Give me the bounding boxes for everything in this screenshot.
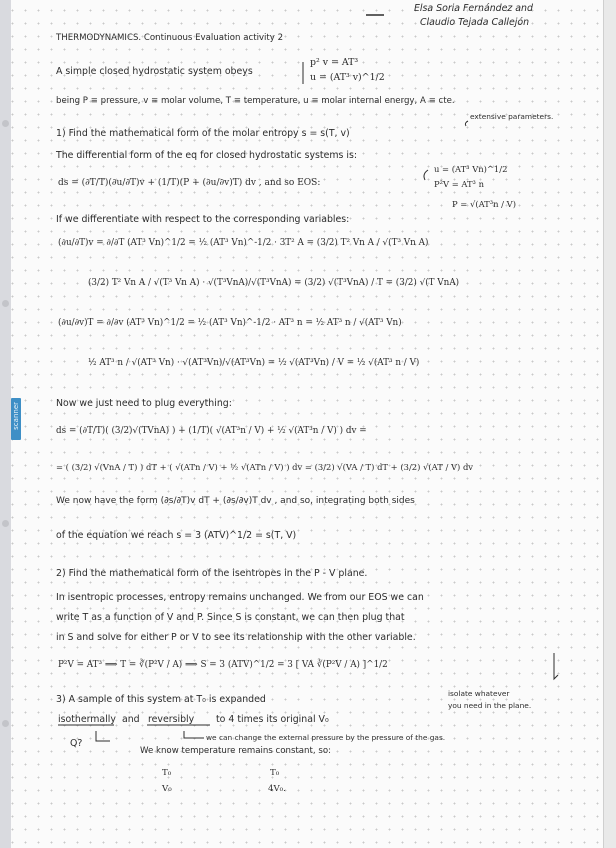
differentiate-intro: If we differentiate with respect to the corresponding variables:	[56, 214, 350, 225]
dudt-line-1: (∂u/∂T)v = ∂/∂T (AT³ Vn)^1/2 = ½ (AT³ Vn)^-1/2 · 3T² A = (3/2) T² Vn A / √(T³ Vn A)	[58, 238, 429, 248]
definitions: being P ≡ pressure, v ≡ molar volume, T ≡ temperature, u ≡ molar internal energy, A ≡ cte.	[56, 96, 455, 106]
side-tab-label: scanner	[12, 402, 20, 430]
eos-pv: P²V = AT³ n	[434, 179, 484, 189]
q2-title: 2) Find the mathematical form of the isentropes in the P - V plane.	[56, 568, 368, 579]
q2-body-1: In isentropic processes, entropy remains unchanged. We from our EOS we can	[56, 592, 424, 603]
state-2-temp: T₀	[270, 768, 280, 778]
q-arrow	[96, 731, 110, 741]
author-line-2: Claudio Tejada Callejón	[420, 17, 530, 28]
isolate-note-2: you need in the plane.	[448, 701, 532, 710]
q3-title: 3) A sample of this system at T₀ is expanded	[56, 694, 266, 705]
note-arrow	[465, 121, 468, 126]
form-line: We now have the form (∂s/∂T)v dT + (∂s/∂v)T dv , and so, integrating both sides	[56, 496, 415, 506]
q2-body-2: write T as a function of V and P. Since S is constant, we can then plug that	[56, 612, 405, 623]
state-1-volume: V₀	[162, 784, 172, 794]
plug-line: Now we just need to plug everything:	[56, 398, 232, 409]
intro-lead: A simple closed hydrostatic system obeys	[56, 66, 253, 77]
eos-p: P = √(AT³n / V)	[452, 199, 516, 209]
isentrope-equation: P²V = AT³ ⟹ T = ∛(P²V / A) ⟹ S = 3 (ATV)^1/2 = 3 [ VA ∛(P²V / A) ]^1/2	[58, 660, 388, 670]
pressure-arrow	[184, 731, 204, 738]
dudv-line-2: ½ AT³ n / √(AT³ Vn) · √(AT³Vn)/√(AT³Vn) = ½ √(AT³Vn) / V = ½ √(AT³ n / V)	[88, 358, 420, 368]
ds-plugged-1: ds = (∂T/T)( (3/2)√(TVnA) ) + (1/T)( √(AT³n / V) + ½ √(AT³n / V) ) dv =	[56, 426, 367, 436]
isolate-arrow	[554, 653, 558, 679]
q3-and: and	[122, 714, 140, 725]
eos-brace	[424, 170, 428, 180]
q1-title: 1) Find the mathematical form of the molar entropy s = s(T, v)	[56, 128, 350, 139]
author-line-1: Elsa Soria Fernández and	[414, 3, 533, 14]
extensive-note: extensive parameters.	[470, 112, 554, 121]
q3-isothermally: isothermally	[58, 714, 116, 725]
ds-plugged-2: = ( (3/2) √(VnA / T) ) dT + ( √(ATn / V) + ½ √(ATn / V) ) dv = (3/2) √(VA / T) dT + (3/2) √(AT / V) dv	[56, 462, 474, 472]
eos-u: u = (AT³ Vn)^1/2	[434, 164, 508, 174]
state-1-temp: T₀	[162, 768, 172, 778]
page-title: THERMODYNAMICS. Continuous Evaluation activity 2	[56, 33, 284, 43]
q3-reversibly: reversibly	[148, 714, 195, 725]
ds-equation: ds = (∂T/T)(∂u/∂T)v + (1/T)(P + (∂u/∂v)T) dv , and so EOS:	[58, 178, 321, 188]
q3-pressure-note: we can change the external pressure by the pressure of the gas.	[206, 733, 446, 742]
q3-temp-constant: We know temperature remains constant, so:	[140, 746, 331, 756]
isolate-note-1: isolate whatever	[448, 689, 510, 698]
q3-q: Q?	[70, 738, 83, 749]
dudv-line-1: (∂u/∂v)T = ∂/∂v (AT³ Vn)^1/2 = ½ (AT³ Vn)^-1/2 · AT³ n = ½ AT³ n / √(AT³ Vn)	[58, 318, 402, 328]
q3-volume: to 4 times its original V₀	[216, 714, 329, 725]
state-2-volume: 4V₀.	[268, 784, 286, 794]
system-eq-1: p² v = AT³	[310, 57, 359, 68]
dudt-line-2: (3/2) T² Vn A / √(T³ Vn A) · √(T³VnA)/√(T³VnA) = (3/2) √(T³VnA) / T = (3/2) √(T VnA)	[88, 278, 460, 288]
q1-intro: The differential form of the eq for closed hydrostatic systems is:	[56, 150, 357, 161]
q2-body-3: in S and solve for either P or V to see its relationship with the other variable.	[56, 632, 416, 643]
system-eq-2: u = (AT³ v)^1/2	[310, 72, 385, 83]
entropy-result: of the equation we reach s = 3 (ATV)^1/2 = s(T, V)	[56, 530, 297, 541]
